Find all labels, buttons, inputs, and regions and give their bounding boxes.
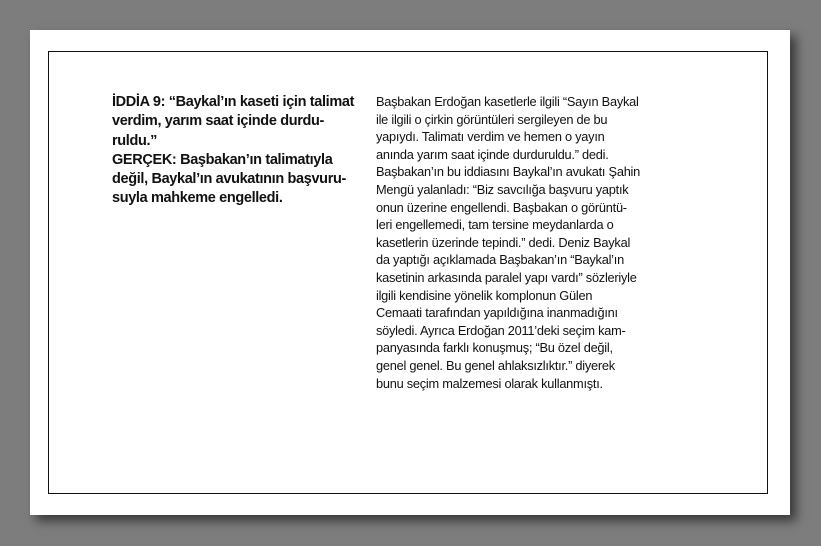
body-text-column [376, 93, 666, 392]
body-line: Mengü yalanladı: “Biz savcılığa başvuru yaptık [376, 181, 629, 197]
fact-heading [112, 151, 352, 209]
body-line: panyasında farklı konuşmuş; “Bu özel değil, [376, 340, 613, 356]
body-line: kasetinin arkasında paralel yapı vardı” sözleriyle [376, 269, 637, 285]
claim-column [112, 93, 355, 209]
claim-line: verdim, yarım saat içinde durdu- [112, 113, 325, 130]
body-paragraph [376, 93, 666, 392]
body-line: kasetlerin üzerinde tepindi.” dedi. Deniz Baykal [376, 234, 631, 250]
body-line: genel genel. Bu genel ahlaksızlıktır.” diyerek [376, 357, 615, 373]
body-line: yapıydı. Talimatı verdim ve hemen o yayın [376, 129, 605, 145]
claim-line: İDDİA 9: “Baykal’ın kaseti için talimat [112, 94, 355, 110]
fact-line: değil, Baykal’ın avukatının başvuru- [112, 171, 346, 188]
body-line: Cemaati tarafından yapıldığına inanmadığını [376, 305, 618, 321]
body-line: söyledi. Ayrıca Erdoğan 2011’deki seçim kam- [376, 322, 626, 338]
fact-line: suyla mahkeme engelledi. [112, 190, 283, 207]
body-line: bunu seçim malzemesi olarak kullanmıştı. [376, 375, 603, 391]
body-line: ilgili kendisine yönelik komplonun Gülen [376, 287, 593, 303]
claim-heading [112, 93, 355, 151]
fact-line: GERÇEK: Başbakan’ın talimatıyla [112, 151, 333, 168]
body-line: anında yarım saat içinde durduruldu.” dedi. [376, 146, 609, 162]
claim-line: ruldu.” [112, 132, 158, 149]
body-line: leri engellemedi, tam tersine meydanlarda o [376, 217, 614, 233]
body-line: ile ilgili o çirkin görüntüleri sergileyen de bu [376, 111, 608, 127]
body-line: da yaptığı açıklamada Başbakan’ın “Baykal’ın [376, 252, 624, 268]
document-page [30, 30, 790, 515]
body-line: Başbakan Erdoğan kasetlerle ilgili “Sayın Baykal [376, 94, 639, 109]
body-line: onun üzerine engellendi. Başbakan o görüntü- [376, 199, 627, 215]
body-line: Başbakan’ın bu iddiasını Baykal’ın avukatı Şahin [376, 164, 641, 180]
